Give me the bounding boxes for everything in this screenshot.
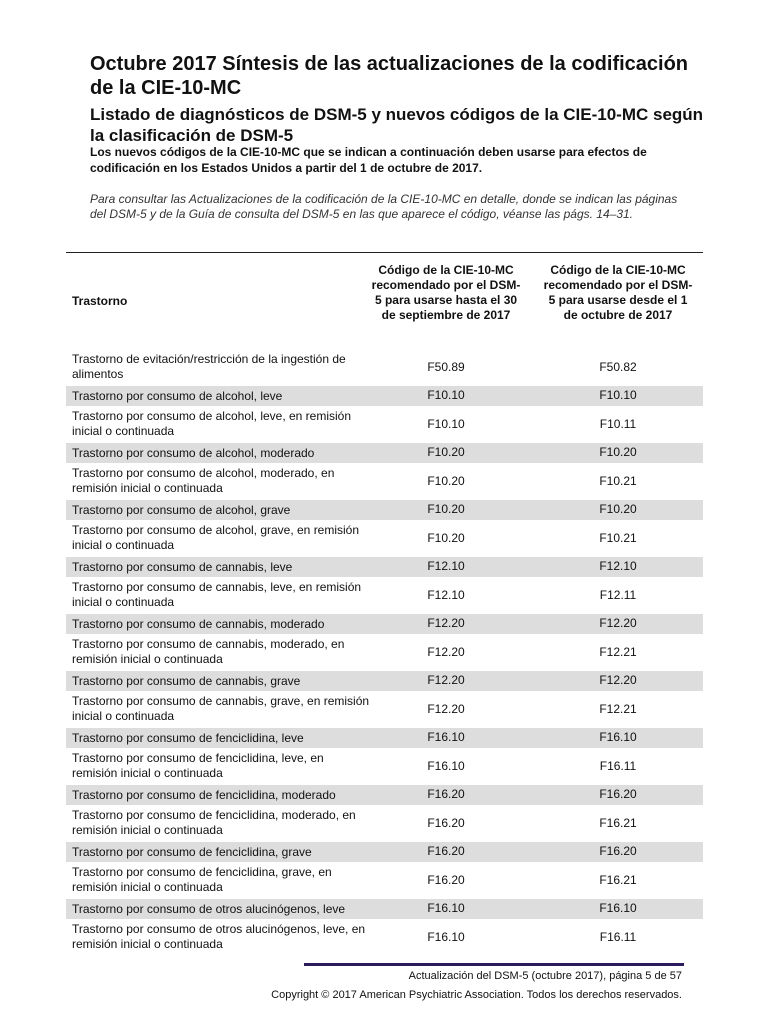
intro-text: Los nuevos códigos de la CIE-10-MC que se indican a continuación deben usarse para efectos de codificación en los Estados Unidos a partir del 1 de octubre de 2017. <box>90 145 647 175</box>
page-title: Octubre 2017 Síntesis de las actualizaciones de la codificación de la CIE-10-MC <box>90 53 689 99</box>
table-row <box>66 919 703 956</box>
new-code-cell: F10.20 <box>599 445 637 459</box>
disorder-cell: Trastorno por consumo de otros alucinógenos, leve, en remisión inicial o continuada <box>72 922 366 951</box>
table-row <box>66 862 703 899</box>
disorder-cell: Trastorno por consumo de cannabis, moderado, en remisión inicial o continuada <box>72 637 345 666</box>
table-row <box>66 349 703 386</box>
new-code-cell: F12.10 <box>599 559 637 573</box>
table-row <box>66 842 703 862</box>
table-row <box>66 805 703 842</box>
old-code-cell: F16.20 <box>427 873 465 887</box>
new-code-cell: F10.21 <box>599 531 637 545</box>
new-code-cell: F12.20 <box>599 616 637 630</box>
new-code-cell: F12.21 <box>599 645 637 659</box>
old-code-cell: F12.20 <box>427 645 465 659</box>
table-row <box>66 386 703 406</box>
new-code-cell: F16.10 <box>599 901 637 915</box>
table-row <box>66 463 703 500</box>
old-code-cell: F10.20 <box>427 445 465 459</box>
disorder-cell: Trastorno por consumo de fenciclidina, grave <box>72 845 312 859</box>
old-code-cell: F16.20 <box>427 816 465 830</box>
old-code-cell: F10.20 <box>427 531 465 545</box>
new-code-cell: F16.11 <box>599 930 637 944</box>
table-row <box>66 443 703 463</box>
new-code-cell: F12.11 <box>599 588 637 602</box>
table-row <box>66 557 703 577</box>
old-code-cell: F16.10 <box>427 759 465 773</box>
new-code-cell: F16.21 <box>599 816 637 830</box>
new-code-cell: F12.21 <box>599 702 637 716</box>
old-code-cell: F12.20 <box>427 616 465 630</box>
footer-page-info: Actualización del DSM-5 (octubre 2017), página 5 de 57 <box>408 970 682 982</box>
table-row <box>66 691 703 728</box>
disorder-cell: Trastorno por consumo de alcohol, grave <box>72 503 291 517</box>
old-code-cell: F10.10 <box>427 388 465 402</box>
disorder-cell: Trastorno por consumo de cannabis, grave <box>72 674 301 688</box>
new-code-cell: F16.11 <box>599 759 637 773</box>
page-subtitle: Listado de diagnósticos de DSM-5 y nuevos códigos de la CIE-10-MC según la clasificación de DSM-5 <box>90 105 704 145</box>
old-code-cell: F16.10 <box>427 930 465 944</box>
disorder-cell: Trastorno por consumo de cannabis, leve, en remisión inicial o continuada <box>72 580 362 609</box>
new-code-cell: F10.11 <box>599 417 637 431</box>
new-code-cell: F10.21 <box>599 474 637 488</box>
table-row <box>66 728 703 748</box>
old-code-cell: F16.10 <box>427 901 465 915</box>
old-code-cell: F16.20 <box>427 844 465 858</box>
footer-divider <box>304 963 684 966</box>
new-code-cell: F50.82 <box>599 360 637 374</box>
reference-note: Para consultar las Actualizaciones de la codificación de la CIE-10-MC en detalle, donde se indican las páginas del DSM-5 y de la Guía de consulta del DSM-5 en las que aparece el código, véanse las págs. 14–31. <box>90 192 678 221</box>
disorder-cell: Trastorno por consumo de alcohol, moderado <box>72 446 315 460</box>
column-header-disorder: Trastorno <box>72 294 128 308</box>
old-code-cell: F12.10 <box>427 559 465 573</box>
table-row <box>66 406 703 443</box>
new-code-cell: F10.10 <box>599 388 637 402</box>
disorder-cell: Trastorno por consumo de cannabis, leve <box>72 560 293 574</box>
disorder-cell: Trastorno por consumo de fenciclidina, leve <box>72 731 304 745</box>
disorder-cell: Trastorno por consumo de alcohol, moderado, en remisión inicial o continuada <box>72 466 335 495</box>
disorder-cell: Trastorno por consumo de cannabis, grave, en remisión inicial o continuada <box>72 694 370 723</box>
disorder-cell: Trastorno de evitación/restricción de la ingestión de alimentos <box>72 352 346 381</box>
new-code-cell: F16.20 <box>599 844 637 858</box>
disorder-cell: Trastorno por consumo de otros alucinógenos, leve <box>72 902 346 916</box>
new-code-cell: F16.10 <box>599 730 637 744</box>
table-row <box>66 500 703 520</box>
table-header <box>66 258 703 344</box>
disorder-cell: Trastorno por consumo de fenciclidina, moderado <box>72 788 336 802</box>
old-code-cell: F12.20 <box>427 702 465 716</box>
table-row <box>66 785 703 805</box>
table-row <box>66 614 703 634</box>
new-code-cell: F10.20 <box>599 502 637 516</box>
column-header-code-until-sept: Código de la CIE-10-MC recomendado por el DSM-5 para usarse hasta el 30 de septiembre de 2017 <box>371 263 521 322</box>
table-row <box>66 748 703 785</box>
old-code-cell: F10.20 <box>427 474 465 488</box>
table-row <box>66 577 703 614</box>
new-code-cell: F12.20 <box>599 673 637 687</box>
table-row <box>66 671 703 691</box>
table-row <box>66 899 703 919</box>
table-row <box>66 520 703 557</box>
table-top-rule <box>66 252 703 253</box>
disorder-cell: Trastorno por consumo de alcohol, leve <box>72 389 283 403</box>
disorder-cell: Trastorno por consumo de alcohol, leve, en remisión inicial o continuada <box>72 409 352 438</box>
new-code-cell: F16.21 <box>599 873 637 887</box>
old-code-cell: F12.10 <box>427 588 465 602</box>
column-header-code-from-oct: Código de la CIE-10-MC recomendado por el DSM-5 para usarse desde el 1 de octubre de 2017 <box>543 263 693 322</box>
old-code-cell: F50.89 <box>427 360 465 374</box>
disorder-cell: Trastorno por consumo de fenciclidina, moderado, en remisión inicial o continuada <box>72 808 356 837</box>
old-code-cell: F10.20 <box>427 502 465 516</box>
footer-copyright: Copyright © 2017 American Psychiatric Association. Todos los derechos reservados. <box>271 989 682 1001</box>
disorder-cell: Trastorno por consumo de fenciclidina, grave, en remisión inicial o continuada <box>72 865 332 894</box>
disorder-cell: Trastorno por consumo de alcohol, grave, en remisión inicial o continuada <box>72 523 360 552</box>
table-row <box>66 634 703 671</box>
disorder-cell: Trastorno por consumo de cannabis, moderado <box>72 617 325 631</box>
disorder-cell: Trastorno por consumo de fenciclidina, leve, en remisión inicial o continuada <box>72 751 324 780</box>
old-code-cell: F10.10 <box>427 417 465 431</box>
new-code-cell: F16.20 <box>599 787 637 801</box>
old-code-cell: F12.20 <box>427 673 465 687</box>
table-body <box>66 349 703 956</box>
old-code-cell: F16.20 <box>427 787 465 801</box>
old-code-cell: F16.10 <box>427 730 465 744</box>
